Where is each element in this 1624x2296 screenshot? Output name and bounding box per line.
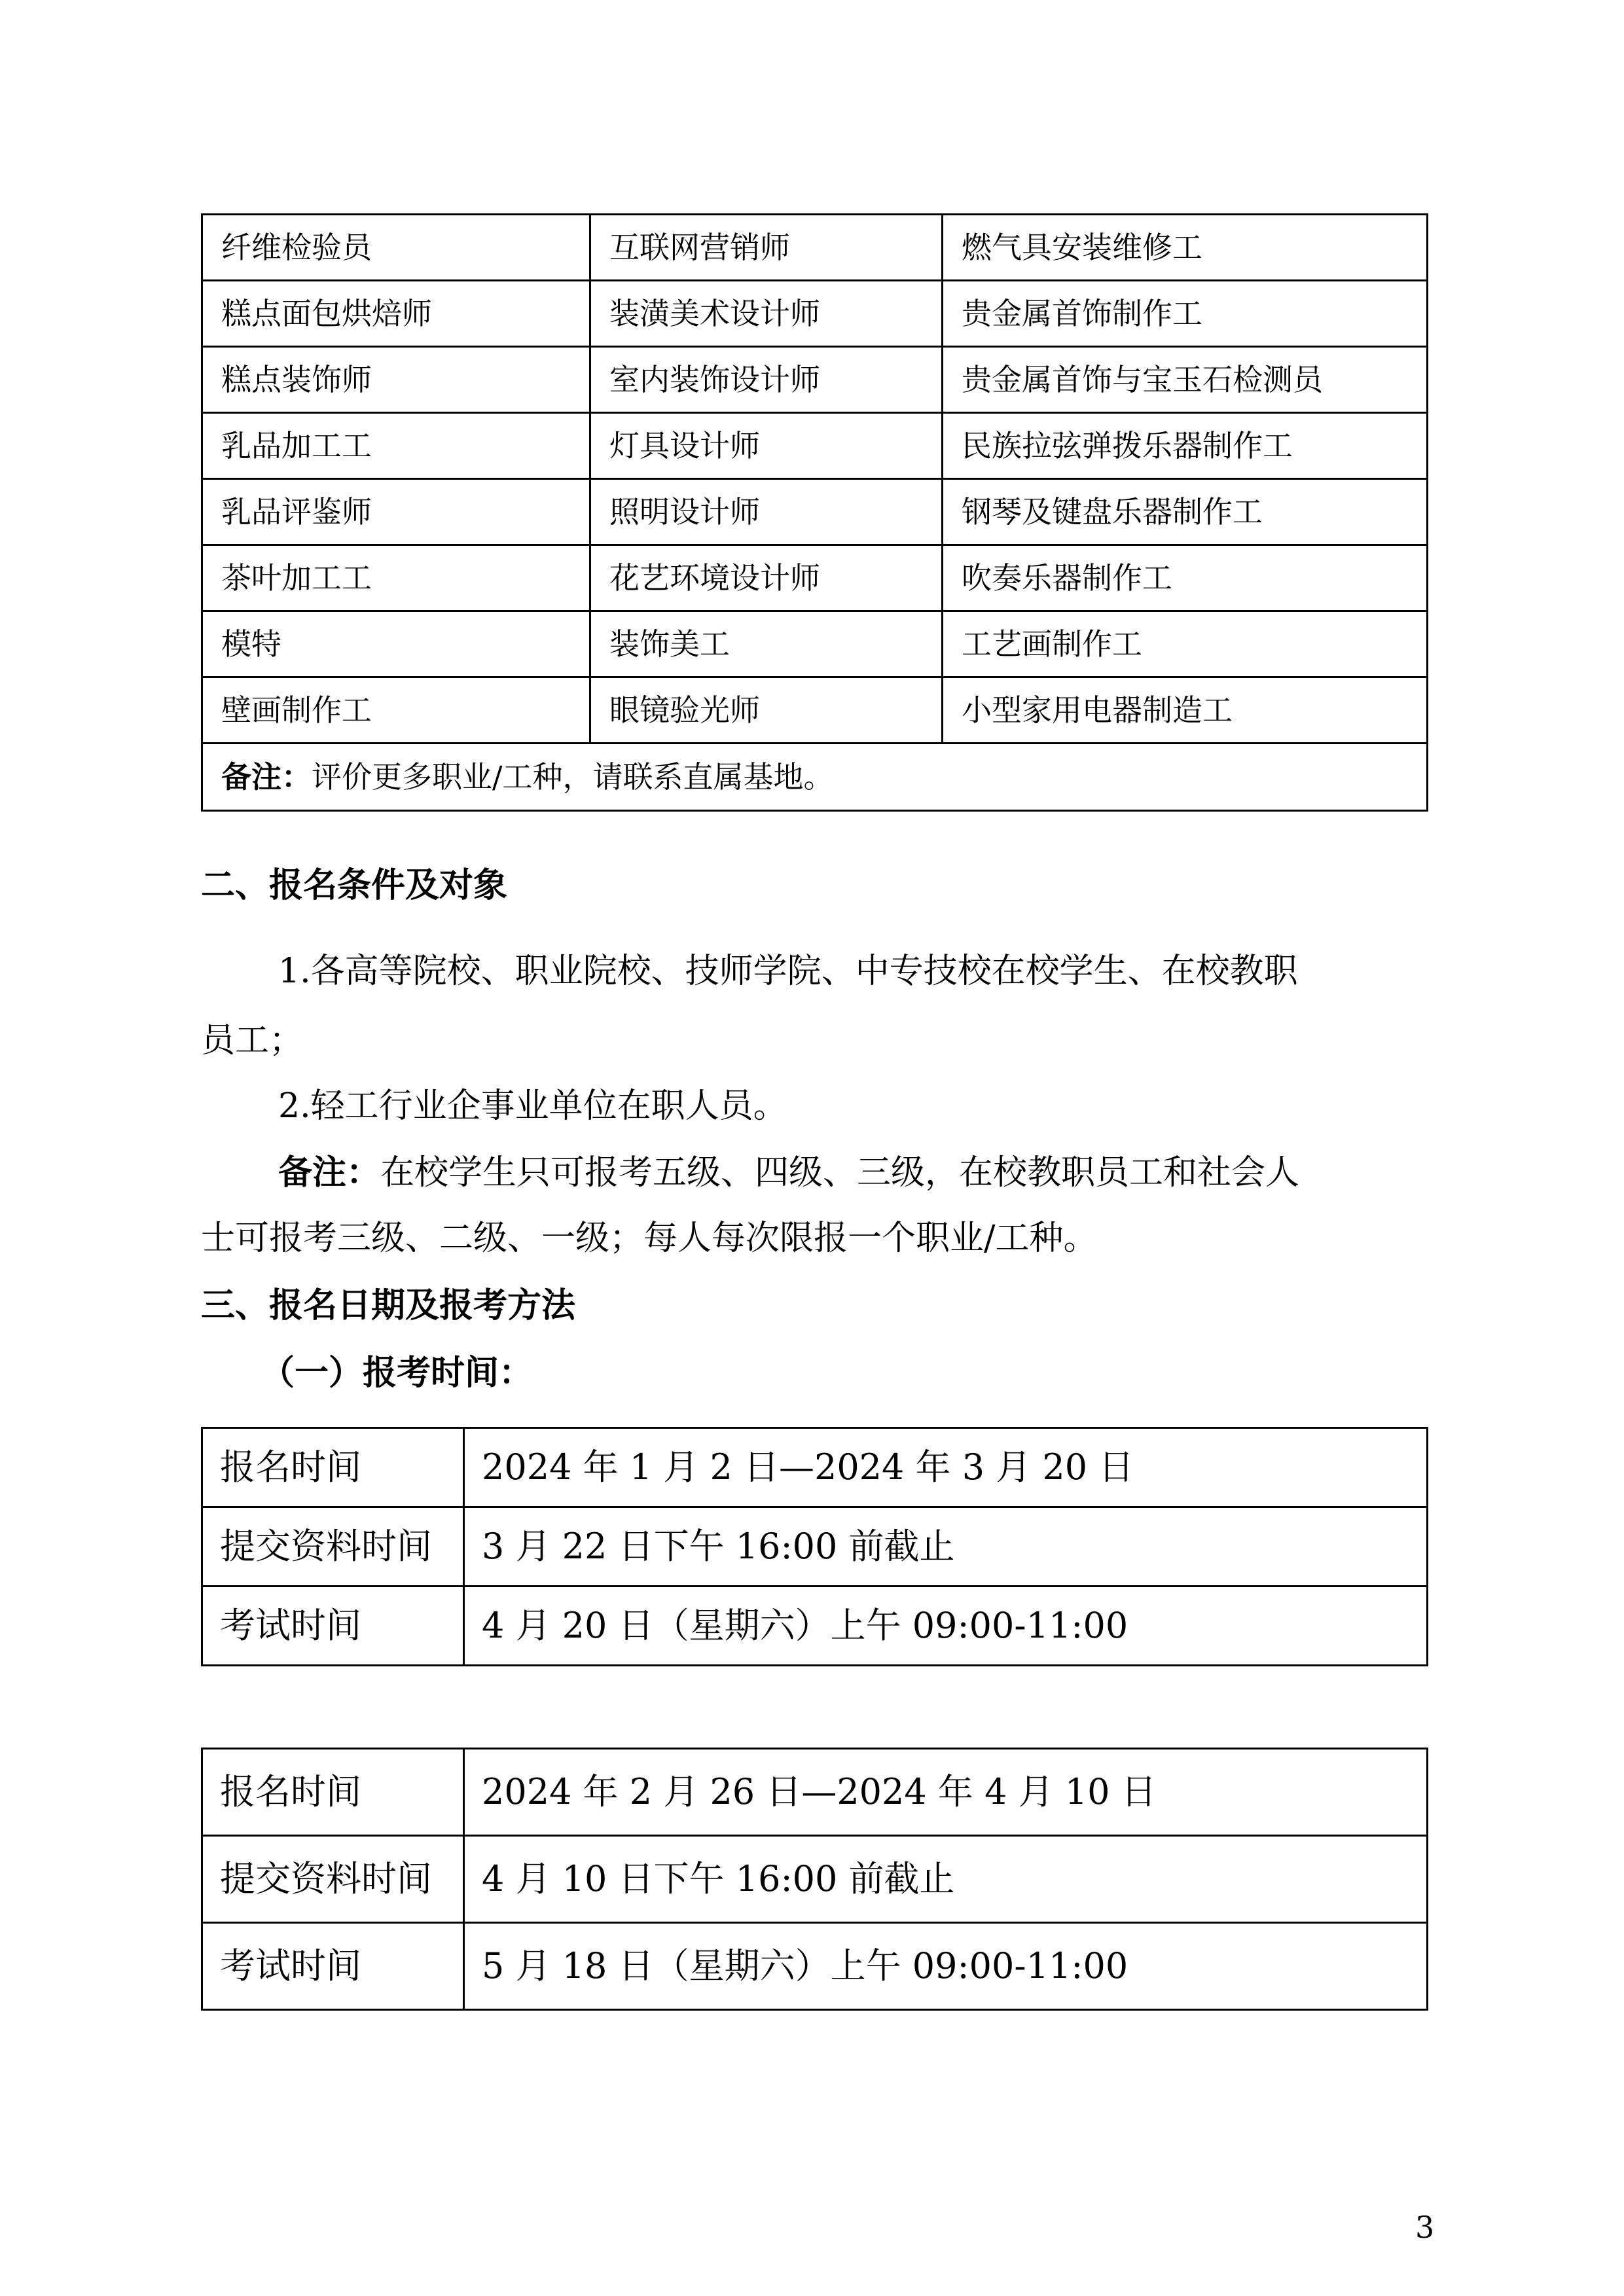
table-row	[202, 479, 1428, 545]
schedule-value: 5 月 18 日（星期六）上午 09:00-11:00	[464, 1923, 1428, 2010]
schedule-label: 提交资料时间	[202, 1836, 464, 1923]
occupation-cell: 乳品加工工	[202, 413, 590, 479]
section-heading-eligibility: 二、报名条件及对象	[201, 865, 508, 905]
subheading-exam-time: （一）报考时间：	[261, 1353, 533, 1393]
occupation-cell: 小型家用电器制造工	[943, 677, 1428, 744]
occupation-table	[201, 213, 1428, 812]
occupation-cell: 照明设计师	[590, 479, 943, 545]
schedule-value: 4 月 20 日（星期六）上午 09:00-11:00	[464, 1587, 1428, 1666]
eligibility-note-line-2: 士可报考三级、二级、一级；每人每次限报一个职业/工种。	[201, 1219, 1098, 1258]
note-label: 备注：	[278, 1153, 381, 1193]
page-number: 3	[1415, 2210, 1435, 2245]
table-row	[202, 677, 1428, 744]
table-row	[202, 611, 1428, 677]
occupation-cell: 花艺环境设计师	[590, 545, 943, 611]
remark-label: 备注：	[221, 759, 312, 795]
note-text: 在校学生只可报考五级、四级、三级，在校教职员工和社会人	[380, 1153, 1300, 1193]
table-row	[202, 1923, 1428, 2010]
eligibility-item-1-line-2: 员工；	[201, 1021, 304, 1060]
schedule-value: 2024 年 2 月 26 日—2024 年 4 月 10 日	[464, 1749, 1428, 1836]
schedule-label: 报名时间	[202, 1428, 464, 1507]
eligibility-item-2: 2.轻工行业企事业单位在职人员。	[278, 1086, 787, 1126]
schedule-table-2	[201, 1748, 1428, 2011]
table-row	[202, 281, 1428, 347]
table-row	[202, 1587, 1428, 1666]
table-row	[202, 545, 1428, 611]
table-row	[202, 1428, 1428, 1507]
occupation-cell: 室内装饰设计师	[590, 347, 943, 413]
occupation-cell: 眼镜验光师	[590, 677, 943, 744]
occupation-cell: 贵金属首饰制作工	[943, 281, 1428, 347]
table-row	[202, 347, 1428, 413]
schedule-label: 报名时间	[202, 1749, 464, 1836]
occupation-cell: 模特	[202, 611, 590, 677]
schedule-label: 考试时间	[202, 1923, 464, 2010]
schedule-table-1	[201, 1427, 1428, 1666]
table-row	[202, 413, 1428, 479]
occupation-cell: 吹奏乐器制作工	[943, 545, 1428, 611]
table-row	[202, 215, 1428, 281]
table-row	[202, 1836, 1428, 1923]
remark-text: 评价更多职业/工种，请联系直属基地。	[312, 759, 834, 795]
schedule-label: 提交资料时间	[202, 1507, 464, 1587]
occupation-cell: 装潢美术设计师	[590, 281, 943, 347]
occupation-cell: 钢琴及键盘乐器制作工	[943, 479, 1428, 545]
occupation-cell: 燃气具安装维修工	[943, 215, 1428, 281]
table-row	[202, 1507, 1428, 1587]
occupation-cell: 民族拉弦弹拨乐器制作工	[943, 413, 1428, 479]
table-remark	[202, 744, 1428, 811]
eligibility-item-1-line-1: 1.各高等院校、职业院校、技师学院、中专技校在校学生、在校教职	[278, 952, 1298, 991]
occupation-cell: 糕点装饰师	[202, 347, 590, 413]
occupation-cell: 糕点面包烘焙师	[202, 281, 590, 347]
schedule-value: 4 月 10 日下午 16:00 前截止	[464, 1836, 1428, 1923]
schedule-label: 考试时间	[202, 1587, 464, 1666]
occupation-cell: 贵金属首饰与宝玉石检测员	[943, 347, 1428, 413]
occupation-cell: 装饰美工	[590, 611, 943, 677]
table-remark-row	[202, 744, 1428, 811]
table-row	[202, 1749, 1428, 1836]
occupation-cell: 纤维检验员	[202, 215, 590, 281]
section-heading-registration: 三、报名日期及报考方法	[201, 1285, 576, 1325]
occupation-cell: 工艺画制作工	[943, 611, 1428, 677]
schedule-value: 2024 年 1 月 2 日—2024 年 3 月 20 日	[464, 1428, 1428, 1507]
occupation-cell: 互联网营销师	[590, 215, 943, 281]
eligibility-note-line-1	[278, 1153, 1300, 1193]
occupation-cell: 茶叶加工工	[202, 545, 590, 611]
occupation-cell: 乳品评鉴师	[202, 479, 590, 545]
occupation-cell: 壁画制作工	[202, 677, 590, 744]
occupation-cell: 灯具设计师	[590, 413, 943, 479]
schedule-value: 3 月 22 日下午 16:00 前截止	[464, 1507, 1428, 1587]
